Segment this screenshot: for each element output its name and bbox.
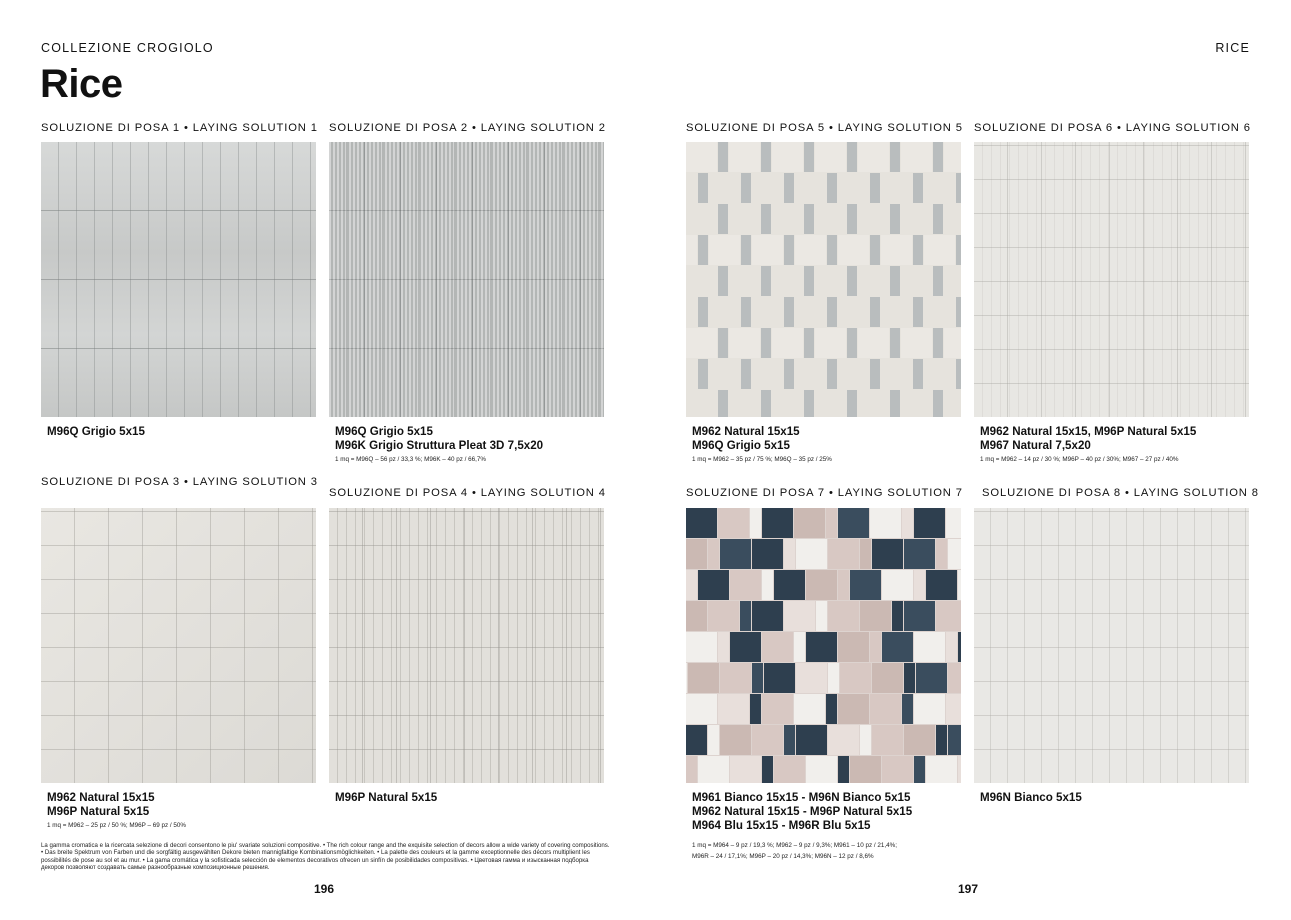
caption-line: M96Q Grigio 5x15 [692,439,790,452]
tile-cell [914,508,945,538]
tile-cell [752,725,783,755]
tile-cell [956,297,961,327]
tile-cell [901,390,932,417]
solution-2-heading: SOLUZIONE DI POSA 2 • LAYING SOLUTION 2 [329,122,606,134]
solution-5-tile-image [686,142,961,417]
page-title: Rice [40,62,123,106]
tile-cell [828,539,859,569]
tile-cell [924,235,955,265]
tile-cell [815,390,846,417]
solution-7-heading: SOLUZIONE DI POSA 7 • LAYING SOLUTION 7 [686,487,963,499]
solution-7-tile-image [686,508,961,783]
footer-description: La gamma cromatica e la ricercata selezione di decori consentono le piu' svariate soluzioni compositive. • The rich colour range and the exquisite selection of decors allow a wide variety of covering compositions. • Das breite Spektrum von Farben und die sorgfältig ausgewählten Dekore bieten mannigfaltige Kombinationsmöglichkeiten. • La palette des couleurs et la gamme exceptionnelle des décors multiplient les possibilités de pose au sol et au mur. • La gama cromática y la sofisticada selección de elementos decorativos ofrecen un sinfín de posibilidades compositivas. • Цветовая гамма и изысканная подборка декоров позволяют создавать самые разнообразные композиционные решения. [41,842,610,872]
tile-cell [847,390,857,417]
tile-cell [944,390,961,417]
tile-cell [946,632,957,662]
tile-cell [718,204,728,234]
tile-cell [924,173,955,203]
tile-cell [686,204,717,234]
tile-cell [860,601,891,631]
tile-cell [698,756,729,783]
tile-cell [944,204,961,234]
tile-cell [772,142,803,172]
tile-cell [914,632,945,662]
tile-cell [761,328,771,358]
tile-cell [933,390,943,417]
composition-note: 1 mq = M964 – 9 pz / 19,3 %; M962 – 9 pz / 9,3%; M961 – 10 pz / 21,4%; [692,842,897,849]
tile-cell [718,142,728,172]
tile-cell [761,266,771,296]
tile-cell [913,235,923,265]
tile-cell [847,266,857,296]
tile-cell [709,173,740,203]
tile-cell [828,663,839,693]
tile-cell [858,390,889,417]
caption-line: M964 Blu 15x15 - M96R Blu 5x15 [692,819,871,832]
tile-cell [794,694,825,724]
tile-cell [956,173,961,203]
tile-cell [762,694,793,724]
tile-cell [761,204,771,234]
tile-cell [804,142,814,172]
tile-cell [762,570,773,600]
tile-cell [686,142,717,172]
tile-cell [709,359,740,389]
tile-cell [729,390,760,417]
solution-1-tile-image [41,142,316,417]
tile-cell [890,328,900,358]
tile-cell [860,725,871,755]
tile-cell [890,142,900,172]
solution-5-caption [692,425,832,464]
tile-cell [761,390,771,417]
tile-cell [784,359,794,389]
tile-cell [686,694,717,724]
tile-cell [872,663,903,693]
tile-cell [847,142,857,172]
tile-cell [795,173,826,203]
page-number-left: 196 [314,882,335,896]
tile-cell [904,663,915,693]
tile-cell [752,539,783,569]
tile-cell [772,204,803,234]
solution-1-caption [47,425,145,439]
tile-cell [828,725,859,755]
tile-cell [730,570,761,600]
tile-cell [708,601,739,631]
composition-note: 1 mq = M962 – 35 pz / 75 %; M96Q – 35 pz / 25% [692,456,832,463]
caption-line: M962 Natural 15x15 - M96P Natural 5x15 [692,805,913,818]
solution-3-tile-image [41,508,316,783]
tile-cell [741,235,751,265]
tile-cell [794,508,825,538]
tile-cell [870,359,880,389]
tile-cell [730,756,761,783]
tile-cell [838,235,869,265]
tile-cell [901,266,932,296]
caption-line: M962 Natural 15x15 [47,791,155,804]
tile-cell [686,328,717,358]
tile-cell [784,297,794,327]
tile-cell [850,570,881,600]
tile-cell [708,725,719,755]
solution-8-tile-image [974,508,1249,783]
tile-cell [784,173,794,203]
tile-cell [870,235,880,265]
caption-line: M967 Natural 7,5x20 [980,439,1091,452]
tile-cell [872,725,903,755]
caption-line: M96Q Grigio 5x15 [47,425,145,438]
tile-cell [914,694,945,724]
tile-cell [870,632,881,662]
tile-cell [730,632,761,662]
tile-cell [698,297,708,327]
tile-cell [729,142,760,172]
tile-cell [729,204,760,234]
solution-8-caption [980,791,1082,805]
tile-cell [804,204,814,234]
tile-cell [847,204,857,234]
tile-cell [850,756,881,783]
tile-cell [827,297,837,327]
tile-cell [764,663,795,693]
tile-cell [686,266,717,296]
tile-cell [902,694,913,724]
tile-cell [815,328,846,358]
tile-cell [933,328,943,358]
tile-cell [784,601,815,631]
tile-cell [838,632,869,662]
tile-cell [688,663,719,693]
tile-cell [892,601,903,631]
tile-cell [718,632,729,662]
tile-cell [870,297,880,327]
tile-cell [718,694,749,724]
tile-cell [838,694,869,724]
tile-cell [838,359,869,389]
tile-cell [750,508,761,538]
caption-line: M96N Bianco 5x15 [980,791,1082,804]
tile-cell [741,359,751,389]
tile-cell [913,297,923,327]
tile-cell [686,539,707,569]
tile-cell [709,235,740,265]
tile-cell [686,601,707,631]
tile-cell [752,359,783,389]
tile-cell [904,539,935,569]
tile-cell [718,390,728,417]
tile-cell [816,601,827,631]
tile-cell [762,756,773,783]
tile-cell [686,508,717,538]
tile-cell [752,663,763,693]
tile-cell [740,601,751,631]
tile-cell [944,328,961,358]
tile-cell [709,297,740,327]
solution-1-heading: SOLUZIONE DI POSA 1 • LAYING SOLUTION 1 [41,122,318,134]
tile-cell [762,508,793,538]
tile-cell [772,266,803,296]
tile-cell [933,266,943,296]
composition-note: 1 mq = M962 – 14 pz / 30 %; M96P – 40 pz / 30%; M967 – 27 pz / 40% [980,456,1179,463]
tile-cell [772,390,803,417]
tile-cell [815,204,846,234]
tile-cell [815,266,846,296]
caption-line: M96Q Grigio 5x15 [335,425,433,438]
solution-3-caption [47,791,186,830]
tile-cell [698,173,708,203]
tile-cell [752,297,783,327]
tile-cell [958,756,961,783]
tile-cell [752,235,783,265]
solution-2-caption [335,425,543,464]
tile-cell [860,539,871,569]
tile-cell [936,601,961,631]
tile-cell [686,390,717,417]
tile-cell [806,570,837,600]
tile-cell [795,235,826,265]
tile-cell [847,328,857,358]
tile-cell [881,235,912,265]
tile-cell [804,390,814,417]
tile-cell [838,570,849,600]
tile-cell [904,725,935,755]
tile-cell [795,359,826,389]
tile-cell [858,204,889,234]
tile-cell [838,173,869,203]
caption-line: M96P Natural 5x15 [335,791,438,804]
tile-cell [827,359,837,389]
tile-cell [944,142,961,172]
caption-line: M962 Natural 15x15 [692,425,800,438]
tile-cell [686,725,707,755]
tile-cell [750,694,761,724]
tile-cell [794,632,805,662]
tile-cell [870,173,880,203]
tile-cell [956,359,961,389]
tile-cell [870,694,901,724]
tile-cell [686,359,697,389]
tile-cell [914,570,925,600]
tile-cell [926,570,957,600]
tile-cell [890,266,900,296]
tile-cell [948,539,961,569]
tile-cell [761,142,771,172]
solution-3-heading: SOLUZIONE DI POSA 3 • LAYING SOLUTION 3 [41,476,318,488]
tile-cell [828,601,859,631]
tile-cell [916,663,947,693]
tile-cell [686,297,697,327]
tile-cell [720,539,751,569]
tile-cell [881,173,912,203]
tile-cell [882,632,913,662]
tile-cell [826,508,837,538]
caption-line: M96P Natural 5x15 [47,805,150,818]
tile-cell [784,539,795,569]
composition-note: M96R – 24 / 17,1%; M96P – 20 pz / 14,3%; M96N – 12 pz / 8,6% [692,853,874,860]
tile-cell [806,756,837,783]
collection-label: COLLEZIONE CROGIOLO [41,41,214,55]
tile-cell [933,204,943,234]
solution-6-heading: SOLUZIONE DI POSA 6 • LAYING SOLUTION 6 [974,122,1251,134]
tile-cell [890,390,900,417]
solution-2-tile-image [329,142,604,417]
tile-cell [686,756,697,783]
tile-cell [686,663,687,693]
tile-cell [901,204,932,234]
tile-cell [881,359,912,389]
composition-note: 1 mq = M962 – 25 pz / 50 %; M96P – 69 pz / 50% [47,822,187,829]
tile-cell [796,663,827,693]
tile-cell [774,570,805,600]
tile-cell [936,539,947,569]
tile-cell [804,328,814,358]
tile-cell [858,266,889,296]
tile-cell [796,539,827,569]
tile-cell [686,173,697,203]
tile-cell [806,632,837,662]
tile-cell [840,663,871,693]
tile-cell [826,694,837,724]
solution-4-caption [335,791,437,805]
solution-4-heading: SOLUZIONE DI POSA 4 • LAYING SOLUTION 4 [329,487,606,499]
tile-cell [772,328,803,358]
tile-cell [708,539,719,569]
solution-4-tile-image [329,508,604,783]
tile-cell [924,297,955,327]
tile-cell [827,235,837,265]
tile-cell [741,297,751,327]
tile-cell [718,266,728,296]
tile-cell [946,508,961,538]
tile-cell [924,359,955,389]
tile-cell [729,266,760,296]
section-label-right: RICE [1215,41,1250,55]
tile-cell [815,142,846,172]
tile-cell [956,235,961,265]
caption-line: M962 Natural 15x15, M96P Natural 5x15 [980,425,1197,438]
tile-cell [698,235,708,265]
tile-cell [933,142,943,172]
tile-cell [720,663,751,693]
tile-cell [901,142,932,172]
tile-cell [946,694,961,724]
tile-cell [686,570,697,600]
tile-cell [944,266,961,296]
tile-cell [838,508,869,538]
tile-cell [784,235,794,265]
tile-cell [881,297,912,327]
tile-cell [752,601,783,631]
tile-cell [838,297,869,327]
tile-cell [872,539,903,569]
tile-cell [686,632,717,662]
tile-cell [686,235,697,265]
tile-cell [936,725,947,755]
tile-cell [904,601,935,631]
solution-6-caption [980,425,1196,464]
tile-cell [948,663,961,693]
solution-6-tile-image [974,142,1249,417]
tile-cell [913,359,923,389]
solution-5-heading: SOLUZIONE DI POSA 5 • LAYING SOLUTION 5 [686,122,963,134]
tile-cell [698,570,729,600]
composition-note: 1 mq = M96Q – 56 pz / 33,3 %; M96K – 40 pz / 66,7% [335,456,487,463]
tile-cell [913,173,923,203]
caption-line: M96K Grigio Struttura Pleat 3D 7,5x20 [335,439,544,452]
tile-cell [718,328,728,358]
tile-cell [958,632,961,662]
tile-cell [752,173,783,203]
tile-cell [838,756,849,783]
tile-cell [741,173,751,203]
tile-cell [718,508,749,538]
tile-cell [914,756,925,783]
tile-cell [858,328,889,358]
solution-8-heading: SOLUZIONE DI POSA 8 • LAYING SOLUTION 8 [982,487,1259,499]
tile-cell [827,173,837,203]
tile-cell [890,204,900,234]
tile-cell [882,570,913,600]
tile-cell [958,570,961,600]
page-number-right: 197 [958,882,979,896]
tile-cell [774,756,805,783]
tile-cell [795,297,826,327]
tile-cell [720,725,751,755]
tile-cell [796,725,827,755]
tile-cell [804,266,814,296]
tile-cell [762,632,793,662]
tile-cell [948,725,961,755]
solution-7-caption [692,791,912,861]
tile-cell [698,359,708,389]
tile-cell [858,142,889,172]
tile-cell [901,328,932,358]
tile-cell [784,725,795,755]
tile-cell [902,508,913,538]
caption-line: M961 Bianco 15x15 - M96N Bianco 5x15 [692,791,911,804]
tile-cell [882,756,913,783]
tile-cell [729,328,760,358]
tile-cell [870,508,901,538]
tile-cell [926,756,957,783]
